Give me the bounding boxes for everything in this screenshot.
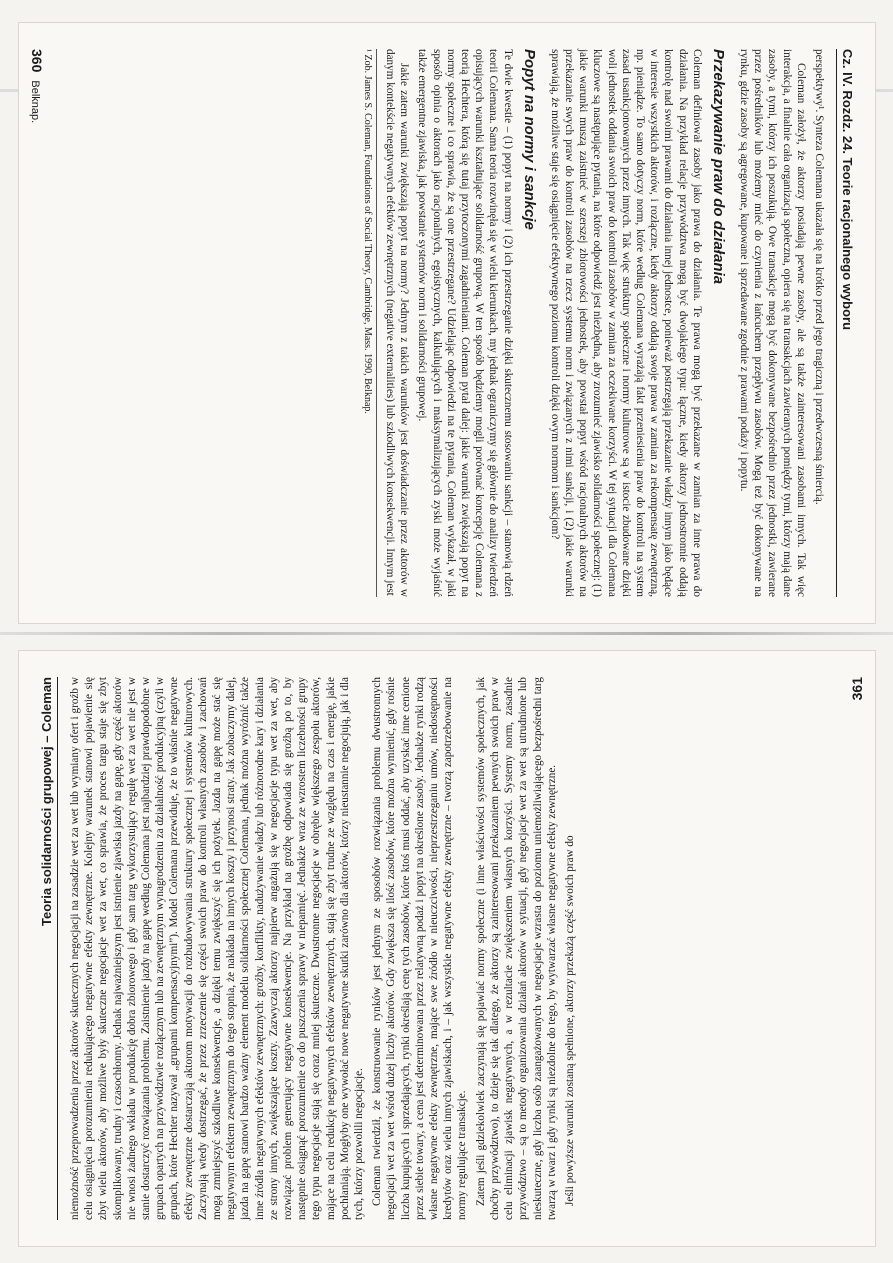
section-heading: Popyt na normy i sankcje	[520, 49, 538, 230]
paragraph: Coleman twierdził, że konstruowanie rynków jest jednym ze sposobów rozwiązania problemu dwustronnych negocjacji wet za wet wśród dużej liczby aktorów. Gdy zwiększa się ilość zasobów, które można wymienić, gdy rośnie liczba kupujących i sprzedających, rynki określają cenę tych zasobów, które ktoś musi oddać, aby uzyskać inne cenione przez siebie towary, a cena jest determinowana przez relatywną podaż i popyt na określone zasoby. Jednakże rynki rodzą własne negatywne efekty zewnętrzne, mające swe źródło w nieuczciwości, nieprzestrzeganiu umów, niedostępności kredytów oraz wielu innych zjawiskach, i – jak wszystkie negatywne efekty zewnętrzne – tworzą zapotrzebowanie na normy regulujące transakcje.	[371, 677, 469, 1220]
paragraph: Coleman założył, że aktorzy posiadają pewne zasoby, ale są także zainteresowani zasobami innych. Tak więc interakcja, a finalnie cała organizacja społeczna, opiera się na transakcjach zawieranych pomiędzy tymi, którzy mają dane zasoby, a tymi, którzy ich poszukują. Owe transakcje mogą być dokonywane bezpośrednio przez jednostki, zawierane przez pośredników lub możemy mieć do czynienia z łańcuchem przepływu zasobów. Mogą też być dokonywane na rynku, gdzie zasoby są agregowane, kupowane i sprzedawane zgodnie z prawami podaży i popytu.	[737, 49, 807, 597]
page-number-right	[849, 677, 865, 700]
section-heading: Przekazywanie praw do działania	[709, 49, 727, 285]
running-head-text: Teoria solidarności grupowej – Coleman	[39, 677, 54, 926]
page-number: 361	[849, 677, 865, 701]
page-361-content	[19, 651, 875, 1246]
page-361	[18, 650, 876, 1247]
footnote: ¹ Zob. James S. Coleman, Foundations of Social Theory, Cambridge, Mass. 1990, Belknap.	[360, 49, 377, 597]
page-number-left	[29, 49, 45, 123]
paragraph: perspektywy¹. Synteza Colemana ukazała się na krótko przed jego tragiczną i przedwczesną śmiercią.	[813, 49, 825, 505]
footer-extra: Belknap.	[29, 80, 41, 124]
paragraph: niemożność przeprowadzenia przez aktorów skutecznych negocjacji na zasadzie wet za wet lub wymiany ofert i groźb w celu osiągnięcia porozumienia redukującego negatywne efekty zewnętrzne. Kolejny warunek stanowi pojawienie się zbyt wielu aktorów, aby możliwe były skuteczne negocjacje wet za wet, co sprawia, że proces targu staje się zbyt skomplikowany, trudny i czasochłonny. Jednak najważniejszym jest istnienie zjawiska jazdy na gapę, gdy część aktorów nie wnosi żadnego wkładu w produkcję dobra zbiorowego i gdy sam targ wykorzystujący regułę wet za wet nie jest w stanie dostarczyć rozwiązania problemu. Zaistnienie jazdy na gapę według Colemana jest najbardziej prawdopodobne w grupach opartych na przywództwie rozłącznym lub na zewnętrznym wynagrodzeniu za działalność produkcyjną (czyli w grupach, które Hechter nazywał „grupami kompensacyjnymi”). Model Colemana przewiduje, że to właśnie negatywne efekty zewnętrzne dostarczają aktorom motywacji do rozbudowywania struktury społecznej i systemów kulturowych. Zaczynają wtedy dostrzegać, że przez zrzeczenie się części swoich praw do kontroli własnych zasobów i zachowań mogą zmniejszyć szkodliwe konsekwencje, a dzięki temu zwiększyć się ich pożytek. Jazda na gapę może stać się negatywnym efektem zewnętrznym do tego stopnia, że nakłada na innych koszty i przynosi straty. Jak zobaczymy dalej, jazda na gapę stanowi bardzo ważny element modelu solidarności społecznej Colemana, jednak można wyróżnić także inne źródła negatywnych efektów zewnętrznych: groźby, konflikty, nadużywanie władzy lub różnorodne kary i działania ze strony innych, zwiększające koszty. Zazwyczaj aktorzy najpierw angażują się w negocjacje typu wet za wet, aby rozwiązać problem generujący negatywne konsekwencje. Na przykład na groźbę odpowiada się groźbą po to, by następnie osiągnąć porozumienie co do puszczenia sprawy w niepamięć. Jednakże wraz ze wzrostem liczebności grupy tego typu negocjacje stają się coraz mniej skuteczne. Dwustronne negocjacje w obrębie większego zespołu aktorów, mające na celu redukcję negatywnych efektów zewnętrznych, stają się zbyt trudne ze względu na czas i energię, jakie pochłaniają. Mogłyby one wywołać nowe negatywne skutki zarówno dla aktorów, którzy nieustannie negocjują, jak i dla tych, którzy pozwolili negocjacje.	[69, 677, 366, 1220]
paragraph: Zatem jeśli gdziekolwiek zaczynają się pojawiać normy społeczne (i inne właściwości systemów społecznych, jak choćby przywództwo), to dzieje się tak dlatego, że aktorzy są zainteresowani przekazaniem pewnych swoich praw w celu eliminacji zjawisk negatywnych, a w rezultacie zwiększeniem własnych korzyści. Systemy norm, zasadnie przywództwo – są to metody organizowania działań aktorów w sytuacji, gdy negocjacje wet za wet są utrudnione lub nieskuteczne, gdy liczba osób zaangażowanych w negocjacje wzrasta do poziomu uniemożliwiającego bezpośredni targ twarzą w twarz i gdy rynki są niezdolne do tego, by wytwarzać własne negatywne efekty zewnętrzne.	[474, 677, 558, 1220]
paragraph: Jakie zatem warunki zwiększają popyt na normy? Jednym z takich warunków jest doświadczanie przez aktorów w danym kontekście negatywnych efektów zewnętrznych (negative externalities) lub szkodliwych konsekwencji. Innym jest	[383, 49, 411, 597]
scan-artifact-middle	[0, 632, 893, 635]
running-head-left	[836, 49, 855, 597]
page-360	[18, 22, 876, 624]
page-360-content	[19, 23, 875, 623]
page-number: 360	[29, 49, 45, 73]
running-head-right	[39, 677, 58, 1220]
paragraph: Te dwie kwestie – (1) popyt na normy i (2) ich przestrzeganie dzięki skutecznemu stosowaniu sankcji – stanowią rdzeń teorii Colemana. Sama teoria rozwinęła się w wielu kierunkach, my jednak ograniczymy się głównie do analizy twierdzeń opisujących warunki kształtujące solidarność grupową. W ten sposób będziemy mogli porównać koncepcję Colemana z teorią Hechtera, którą się tutaj przytoczonymi zagadnieniami. Coleman pytał dalej: jakie warunki zwiększają popyt na normy społeczne i co sprawia, że są one przestrzegane? Udzielając odpowiedzi na te pytania, Coleman wykazał, w jaki sposób opinia o aktorach jako racjonalnych, egoistycznych, kalkulujących i maksymalizujących zyski może wyjaśnić także emergentne zjawiska, jak powstanie systemów norm i solidarności grupowej.	[416, 49, 514, 597]
paragraph: Coleman definiował zasoby jako prawa do działania. Te prawa mogą być przekazane w zamian za inne prawa do działania. Na przykład relacje przywództwa mogą być dwojakiego typu: łączne, kiedy aktorzy jednostronnie oddają kontrolę nad swoimi prawami do działania innej jednostce, ponieważ postrzegają przekazanie władzy innym jako będące w interesie wszystkich aktorów, i rozłączne, kiedy aktorzy oddają swoje prawa w zamian za rekompensatę zewnętrzną, np. pieniądze. To samo dotyczy norm, które według Colemana wyrażają fakt przeniesienia praw do kontroli na system zasad usankcjonowanych przez innych. Tak więc struktury społeczne i normy kulturowe są w istocie zbudowane dzięki woli jednostek oddania swoich praw do kontroli zasobów w zamian za oczekiwane korzyści. W tej sytuacji dla Colemana kluczowe są następujące pytania, na które odpowiedź jest niezbędna, aby zrozumieć zjawisko solidarności społecznej: (1) jakie warunki muszą zaistnieć w szerszej zbiorowości jednostek, aby powstał popyt wśród racjonalnych aktorów na przekazanie swych praw do kontroli zasobów na rzecz systemu norm i związanych z nimi sankcji, i (2) jakie warunki sprawiają, że możliwe staje się osiągnięcie efektywnego poziomu kontroli dzięki owym normom i sankcjom?	[548, 49, 703, 597]
paragraph: Jeśli powyższe warunki zostaną spełnione, aktorzy przekażą część swoich praw do	[563, 835, 576, 1206]
running-head-text: Cz. IV. Rozdz. 24. Teorie racjonalnego wyboru	[840, 49, 855, 331]
